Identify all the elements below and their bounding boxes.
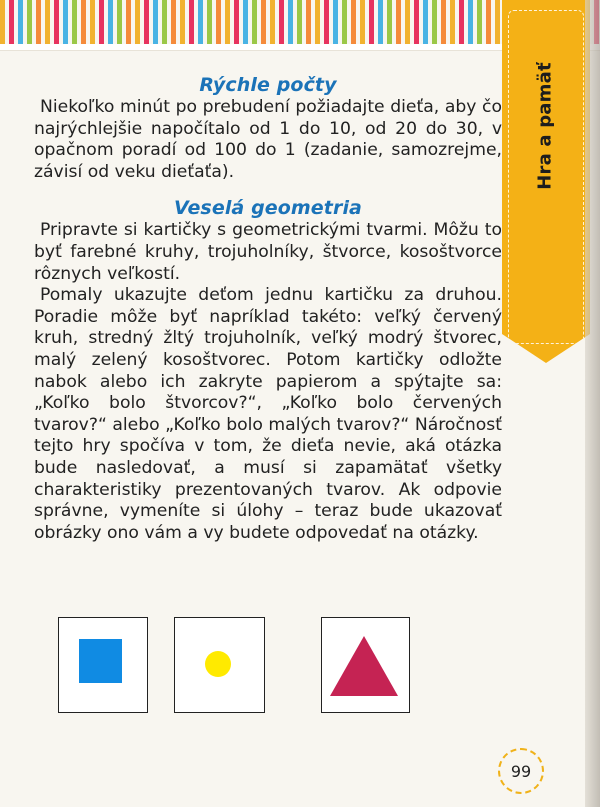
page-number-badge: [498, 748, 544, 794]
paragraph-geometria-intro: Pripravte si kartičky s geometrickými tvarmi. Môžu to byť farebné kruhy, trojuholníky, štvorce, kosoštvorce rôznych veľkostí.: [34, 220, 502, 284]
section-heading-rychle-pocty: Rýchle počty: [199, 74, 337, 96]
section-heading-vesela-geometria: Veselá geometria: [174, 197, 362, 220]
card-yellow-circle: [174, 617, 265, 713]
section-gap: [34, 183, 502, 196]
chapter-label: Hra a pamäť: [534, 62, 556, 190]
yellow-circle-shape: [205, 651, 231, 677]
paragraph-rychle-pocty: Niekoľko minút po prebudení požiadajte dieťa, aby čo najrýchlejšie napočítalo od 1 do 10, od 20 do 30, v opačnom poradí od 100 do 1 (zadanie, samozrejme, závisí od veku dieťaťa).: [34, 97, 502, 182]
page-edge-shadow: [585, 0, 600, 807]
red-triangle-shape: [330, 636, 398, 696]
main-content: [34, 73, 502, 544]
paragraph-geometria-instructions: Pomaly ukazujte deťom jednu kartičku za druhou. Poradie môže byť napríklad takéto: veľký červený kruh, stredný žltý trojuholník, veľký modrý štvorec, malý zelený kosoštvorec. Potom kartičky odložte nabok alebo ich zakryte papierom a spýtajte sa: „Koľko bolo štvorcov?“, „Koľko bolo červených tvarov?“ alebo „Koľko bolo malých tvarov?“ Náročnosť tejto hry spočíva v tom, že dieťa nevie, aká otázka bude nasledovať, a musí si zapamätať všetky charakteristiky prezentovaných tvarov. Ak odpovie správne, vymeníte si úlohy – teraz bude ukazovať obrázky ono vám a vy budete odpovedať na otázky.: [34, 285, 502, 543]
page-number: 99: [510, 762, 532, 781]
card-red-triangle: [321, 617, 410, 713]
card-blue-square: [58, 617, 148, 713]
blue-square-shape: [79, 639, 122, 683]
